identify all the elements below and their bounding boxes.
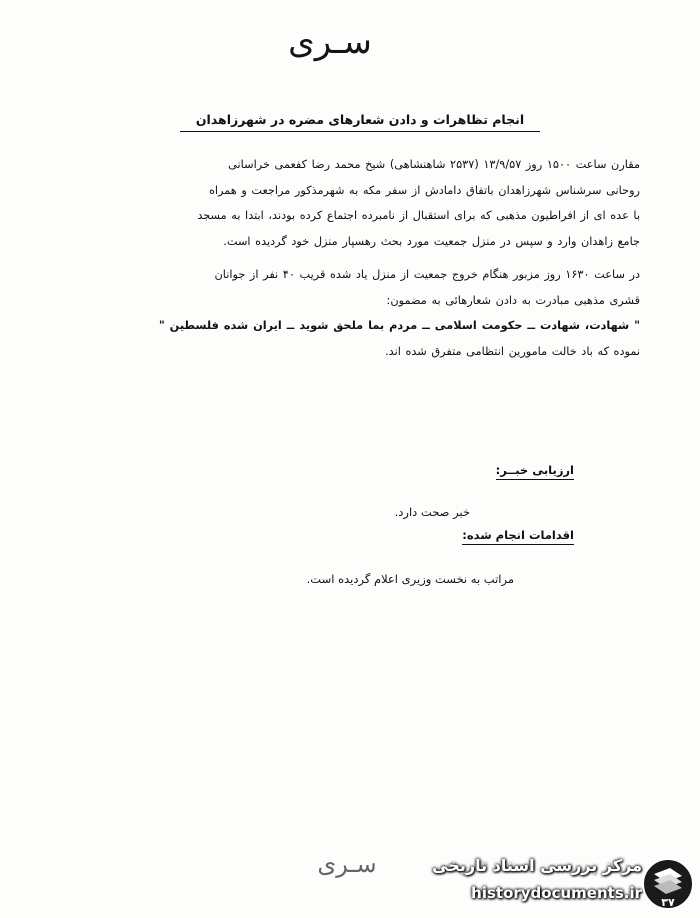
paragraph-line: مقارن ساعت ۱۵۰۰ روز ۱۳/۹/۵۷ (۲۵۳۷ شاهنشاهی) شیخ محمد رضا کفعمی خراسانی [228,158,640,171]
report-paragraph-2 [86,262,640,364]
classification-header: سـری [288,22,372,62]
evaluation-heading [496,463,574,477]
measures-label: اقدامات انجام شده: [462,528,574,545]
page-number: ۳۷ [661,896,675,909]
evaluation-label: ارزیابی خبــر: [496,463,574,480]
watermark-url: historydocuments.ir [471,884,642,902]
archive-logo-icon [640,856,696,912]
evaluation-value: خبر صحت دارد. [394,505,470,519]
paragraph-line: در ساعت ۱۶۳۰ روز مزبور هنگام خروج جمعیت از منزل یاد شده قریب ۴۰ نفر از جوانان [214,268,640,281]
measures-value: مراتب به نخست وزیری اعلام گردیده است. [306,572,514,586]
paragraph-line: نموده که باد خالت مامورین انتظامی متفرق شده اند. [385,344,640,358]
paragraph-line: با عده ای از افراطیون مذهبی که برای استقبال از نامبرده اجتماع کرده بودند، ابتدا به مسجد [197,209,640,222]
watermark-org-name: مرکز بررسی اسناد تاریخی [432,856,642,875]
document-title: انجام تظاهرات و دادن شعارهای مضره در شهرزاهدان [180,112,540,132]
report-paragraph-1 [86,152,640,254]
paragraph-line: قشری مذهبی مبادرت به دادن شعارهائی به مضمون: [386,293,640,307]
measures-heading [462,528,574,542]
archive-watermark [410,850,700,916]
paragraph-line: روحانی سرشناس شهرزاهدان باتفاق دامادش از سفر مکه به شهرمذکور مراجعت و همراه [208,183,640,197]
classification-footer: سـری [317,850,377,878]
slogan-line: " شهادت، شهادت ــ حکومت اسلامی ــ مردم بما ملحق شوید ــ ایران شده فلسطین " [158,319,640,332]
paragraph-line: جامع زاهدان وارد و سپس در منزل جمعیت مورد بحث رهسپار منزل خود گردیده است. [223,234,640,248]
